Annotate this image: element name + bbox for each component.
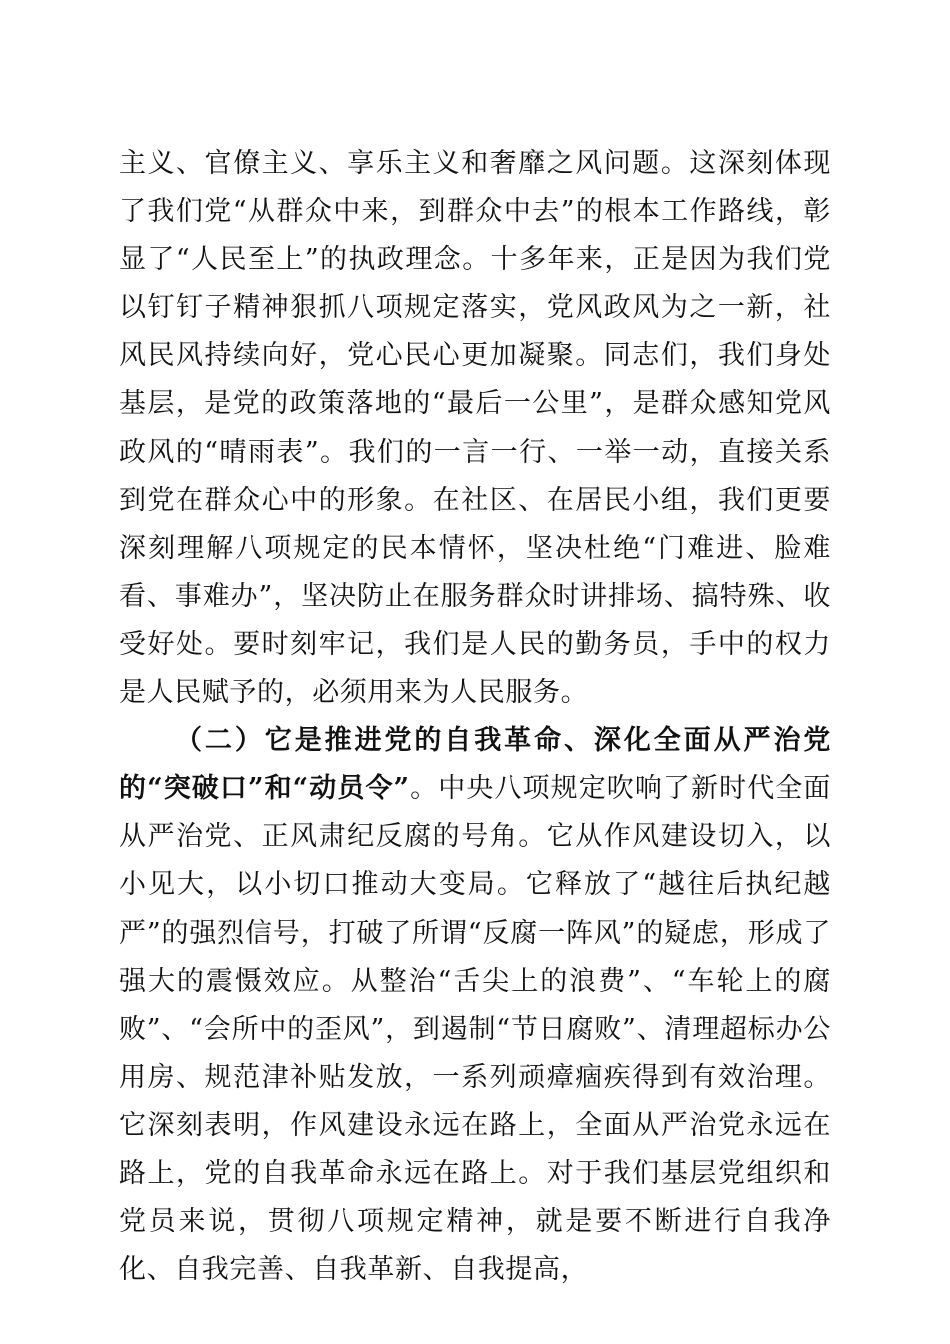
document-body: [119, 140, 831, 1294]
paragraph-1-text: 主义、官僚主义、享乐主义和奢靡之风问题。这深刻体现了我们党“从群众中来，到群众中去”的根本工作路线，彰显了“人民至上”的执政理念。十多年来，正是因为我们党以钉钉子精神狠抓八项规定落实，党风政风为之一新，社风民风持续向好，党心民心更加凝聚。同志们，我们身处基层，是党的政策落地的“最后一公里”，是群众感知党风政风的“晴雨表”。我们的一言一行、一举一动，直接关系到党在群众心中的形象。在社区、在居民小组，我们更要深刻理解八项规定的民本情怀，坚决杜绝“门难进、脸难看、事难办”，坚决防止在服务群众时讲排场、搞特殊、收受好处。要时刻牢记，我们是人民的勤务员，手中的权力是人民赋予的，必须用来为人民服务。: [119, 148, 831, 709]
paragraph-1: [119, 140, 831, 717]
section-heading: （二）它是推进党的自我革命、深化全面从严治党的“突破口”和“动员令”: [119, 725, 831, 805]
paragraph-2: [119, 717, 831, 1294]
paragraph-2-text: 。中央八项规定吹响了新时代全面从严治党、正风肃纪反腐的号角。它从作风建设切入，以小见大，以小切口推动大变局。它释放了“越往后执纪越严”的强烈信号，打破了所谓“反腐一阵风”的疑虑，形成了强大的震慑效应。从整治“舌尖上的浪费”、“车轮上的腐败”、“会所中的歪风”，到遏制“节日腐败”、清理超标办公用房、规范津补贴发放，一系列顽瘴痼疾得到有效治理。它深刻表明，作风建设永远在路上，全面从严治党永远在路上，党的自我革命永远在路上。对于我们基层党组织和党员来说，贯彻八项规定精神，就是要不断进行自我净化、自我完善、自我革新、自我提高，: [119, 773, 831, 1286]
